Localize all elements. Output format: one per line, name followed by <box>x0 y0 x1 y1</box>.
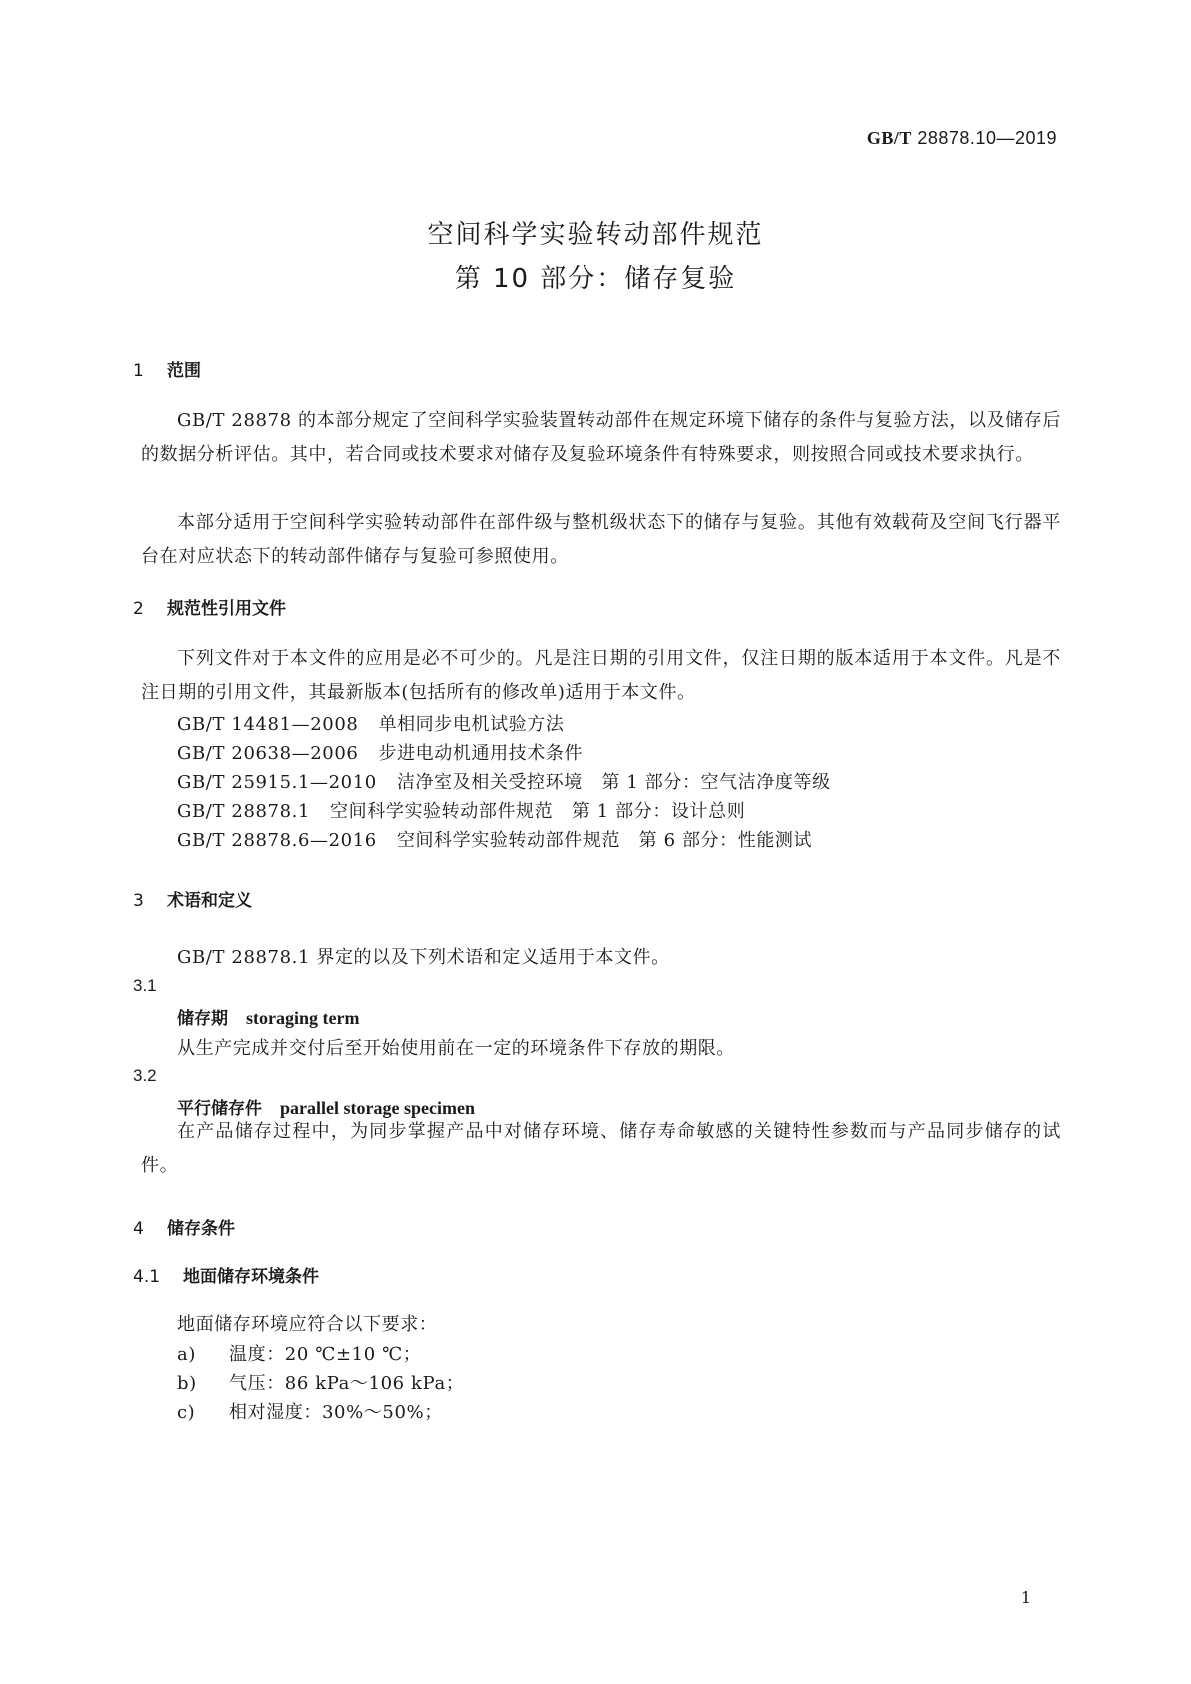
term-name: 平行储存件 parallel storage specimen <box>177 1098 475 1119</box>
list-item: c) 相对湿度：30%～50%； <box>177 1402 443 1423</box>
standard-code <box>867 128 1057 149</box>
term-name: 储存期 storaging term <box>177 1008 360 1029</box>
section-1-heading: 1 范围 <box>133 361 201 381</box>
section-3-heading: 3 术语和定义 <box>133 891 252 911</box>
section-2-intro: 下列文件对于本文件的应用是必不可少的。凡是注日期的引用文件，仅注日期的版本适用于本文件。凡是不注日期的引用文件，其最新版本(包括所有的修改单)适用于本文件。 <box>141 648 1061 703</box>
term-definition: 在产品储存过程中，为同步掌握产品中对储存环境、储存寿命敏感的关键特性参数而与产品同步储存的试件。 <box>141 1121 1061 1176</box>
section-4-heading: 4 储存条件 <box>133 1219 235 1239</box>
section-3-intro: GB/T 28878.1 界定的以及下列术语和定义适用于本文件。 <box>177 947 670 968</box>
section-2-heading: 2 规范性引用文件 <box>133 599 286 619</box>
reference-item: GB/T 28878.6—2016 空间科学实验转动部件规范 第 6 部分：性能测试 <box>177 830 813 851</box>
section-1-paragraph-1: GB/T 28878 的本部分规定了空间科学实验装置转动部件在规定环境下储存的条件与复验方法，以及储存后的数据分析评估。其中，若合同或技术要求对储存及复验环境条件有特殊要求，则按照合同或技术要求执行。 <box>141 410 1061 465</box>
standard-prefix: GB/T <box>866 128 912 148</box>
term-definition: 从生产完成并交付后至开始使用前在一定的环境条件下存放的期限。 <box>177 1038 735 1059</box>
term-number: 3.2 <box>133 1066 157 1085</box>
standard-number: 28878.10—2019 <box>917 128 1057 148</box>
document-title-line2: 第 10 部分：储存复验 <box>454 264 737 294</box>
reference-item: GB/T 25915.1—2010 洁净室及相关受控环境 第 1 部分：空气洁净度等级 <box>177 772 831 793</box>
term-number: 3.1 <box>133 976 157 995</box>
list-item: a) 温度：20 ℃±10 ℃； <box>177 1344 422 1365</box>
reference-item: GB/T 20638—2006 步进电动机通用技术条件 <box>177 743 584 764</box>
section-1-paragraph-2: 本部分适用于空间科学实验转动部件在部件级与整机级状态下的储存与复验。其他有效载荷及空间飞行器平台在对应状态下的转动部件储存与复验可参照使用。 <box>141 512 1061 567</box>
subsection-4-1-heading: 4.1 地面储存环境条件 <box>133 1267 319 1287</box>
section-4-intro: 地面储存环境应符合以下要求： <box>177 1314 438 1335</box>
list-item: b) 气压：86 kPa～106 kPa； <box>177 1373 465 1394</box>
page-number: 1 <box>1020 1588 1031 1607</box>
reference-item: GB/T 14481—2008 单相同步电机试验方法 <box>177 714 565 735</box>
document-title-line1: 空间科学实验转动部件规范 <box>427 220 764 250</box>
reference-item: GB/T 28878.1 空间科学实验转动部件规范 第 1 部分：设计总则 <box>177 801 746 822</box>
